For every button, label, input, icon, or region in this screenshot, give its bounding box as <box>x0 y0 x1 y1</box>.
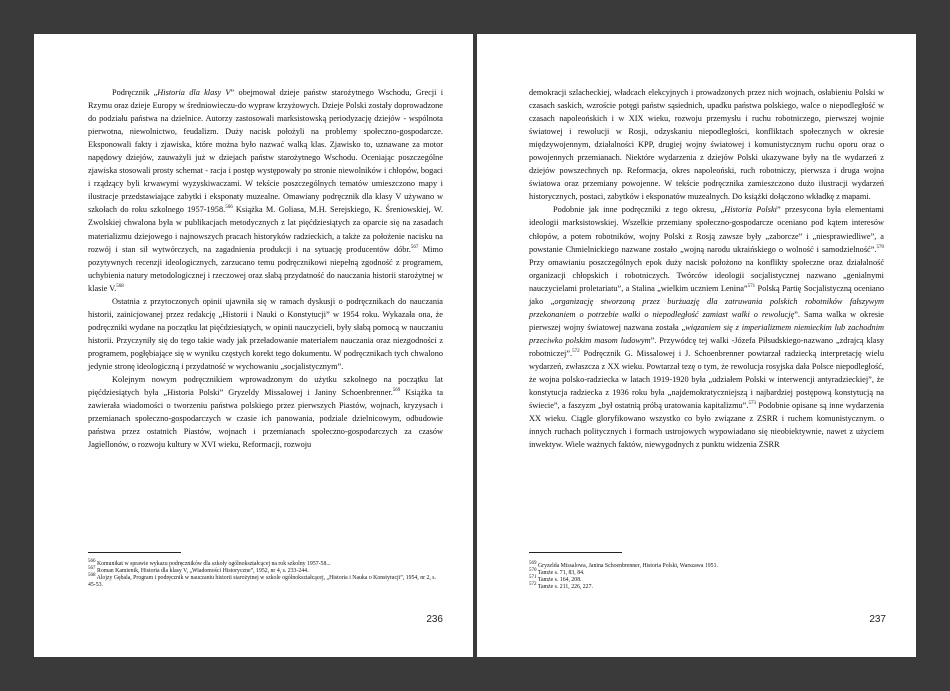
page-number: 237 <box>869 614 886 625</box>
left-page-body <box>88 86 443 451</box>
paragraph <box>88 86 443 295</box>
footnote-reference: 568 <box>116 283 124 289</box>
footnote-text: Tamże s. 71, 83, 84. <box>536 569 585 576</box>
text-run: ” obejmował dzieje państw starożytnego Wschodu, Grecji i Rzymu oraz dzieje Europy w średniowieczu-do wypraw krzyżowych. Dzieje Polski zostały doprowadzone do podziału państwa na dzielnice. Autorzy zastosowali marksistowską periodyzację dziejów - wspólnota pierwotna, niewolnictwo, feudalizm. Duży nacisk położyli na problemy społeczno-gospodarcze. Eksponowali fakty i zjawiska, które można było nazwać walką klas. Zjawisko to, uznawane za motor napędowy dziejów, zauważyli już w dziejach państw starożytnego Wschodu. Oceniając poszczególne zjawiska stosowali prosty schemat - racja i postęp występowały po stronie niewolników i chłopów, bogaci i rządzący byli krwawymi wyzyskiwaczami. W tekście poszczególnych tematów umieszczono mapy i ilustracje przedstawiające zabytki i eksponaty muzealne. Omawiany podręcznik dla klasy V używano w szkołach do roku szkolnego 1957-1958. <box>88 88 443 215</box>
footnote-number: 570 <box>529 567 537 573</box>
paragraph <box>529 86 884 203</box>
text-run: ”. Sama walka w okresie pierwszej wojny światowej nazwana została „ <box>529 309 884 332</box>
text-run: Podręcznik „ <box>112 88 158 97</box>
footnote-text: Tamże s. 211, 226, 227. <box>536 583 593 590</box>
footnote-text: Gryzelda Missalowa, Janina Schoenbrenner, Historia Polski, Warszawa 1951. <box>536 563 718 569</box>
footnote <box>88 565 443 575</box>
text-run: demokracji szlacheckiej, władcach elekcyjnych i prowadzonych przez nich wojnach, osłabieniu Polski w czasach saskich, wzroście potęgi państw sąsiednich, upadku państwa polskiego, walce o niepodległość w czasach napoleońskich i w XIX wieku, rozwoju przemysłu i ruchu robotniczego, pierwszej wojnie światowej i rewolucji w Rosji, odzyskaniu niepodległości, konfliktach społecznych w okresie międzywojennym, działalności KPP, drugiej wojny światowej i komunistycznym ruchu oporu oraz o powojennych przemianach. Niektóre wydarzenia z dziejów Polski ukazywane były na tle wydarzeń z dziejów powszechnych np. Reformacja, okres napoleoński, ruch robotniczy, pierwsza i druga wojna światowa oraz przemiany powojenne. W tekście podręcznika zamieszczono dużo ilustracji wydarzeń historycznych, postaci, zabytków i eksponatów muzealnych. Do książki dołączono wkładkę z mapami. <box>529 88 884 202</box>
footnote-number: 567 <box>88 565 96 571</box>
italic-text: organizację stworzoną przez burżuazję dla zatruwania polskich robotników fałszywym przekonaniem o potrzebie walki o niepodległość zamiast walki o rewolucję <box>529 296 884 319</box>
footnote-text: Komunikat w sprawie wykazu podręczników dla szkoły ogólnokształcącej na rok szkolny 1957-58... <box>95 561 331 567</box>
italic-text: Historia dla klasy V <box>157 88 231 97</box>
paragraph <box>88 295 443 373</box>
text-run: Podobnie jak inne podręczniki z tego okresu, „ <box>553 205 725 215</box>
footnote <box>88 572 443 589</box>
footnote <box>529 574 886 584</box>
left-page <box>34 34 473 657</box>
text-run: Ostatnia z przytoczonych opinii ujawniła się w ramach dyskusji o podręcznikach do nauczania historii, zainicjowanej przez redakcję „Historii i Nauki o Konstytucji” w 1954 roku. Wykazała ona, że podręczniki wydane na początku lat pięćdziesiątych, w opinii nauczycieli, były słabą pomocą w nauczaniu historii. Przyczyniły się do tego takie wady jak przeładowanie materiałem nauczania oraz niezgodności z programem, pogłębiające się w wyniku częstych korekt tego dokumentu. W podręcznikach tych chwalono jedynie stronę ideologiczną i przydatność w wychowaniu „socjalistycznym”. <box>88 296 443 371</box>
footnote-separator <box>88 552 181 553</box>
text-run: Mimo pozytywnych recenzji ideologicznych, zarzucano temu podręcznikowi niepełną zgodność z programem, uchybienia natury metodologicznej i rzeczowej oraz słabą przydatność do nauczania historii starożytnej w klasie V. <box>88 244 443 293</box>
footnote <box>529 567 886 577</box>
right-page <box>477 34 916 657</box>
text-run: Książka ta zawierała wiadomości o tworzeniu państwa polskiego przez pierwszych Piastów, wojnach, kryzysach i przemianach społeczno-gospodarczych w czasie ich panowania, podziale dzielnicowym, odbudowie państwa przez ostatnich Piastów, wojnach i przemianach społeczno-gospodarczych za czasów Jagiellonów, o rozwoju kultury w XVI wieku, Reformacji, rozwoju <box>88 388 443 450</box>
footnote-reference: 572 <box>572 349 580 355</box>
footnote-reference: 567 <box>410 244 419 250</box>
footnote-number: 572 <box>529 581 537 587</box>
text-run: Podobnie opisane są inne wydarzenia XX wieku. Ciągle gloryfikowano wszystko co było związane z ZSRR i ruchem komunistycznym. o innych ruchach politycznych i formach ustrojowych wypowiadano się nieobiektywnie, nawet z użyciem inwektyw. Wiele ważnych faktów, niewygodnych z punktu widzenia ZSRR <box>529 401 884 450</box>
right-page-footnotes <box>529 563 886 591</box>
footnote-separator <box>529 552 622 553</box>
paragraph <box>529 203 884 451</box>
footnote <box>529 563 886 570</box>
footnote-text: Alojzy Gębala, Program i podręcznik w nauczaniu historii starożytnej w szkole ogólnokształcącej, „Historia i Nauka o Konstytucji”, 1954, nr 2, s. 45-53. <box>88 574 436 588</box>
footnote-number: 568 <box>88 572 96 578</box>
left-page-footnotes <box>88 561 443 589</box>
text-run: Przy omawianiu poszczególnych epok duży nacisk położono na konflikty społeczne oraz działalność organizacji chłopskich i robotniczych. Twórców ideologii socjalistycznej nazwano „genialnymi nauczycielami proletariatu”, a Stalina „wielkim uczniem Lenina” <box>529 257 884 293</box>
footnote-text: Roman Kamienik, Historia dla klasy V, „Wiadomości Historyczne”, 1952, nr 4, s. 233-244. <box>95 567 309 574</box>
footnote-number: 566 <box>88 559 96 565</box>
footnote-reference: 566 <box>225 205 233 211</box>
footnote-reference: 571 <box>747 283 756 289</box>
footnote-reference: 570 <box>876 244 884 250</box>
footnote-text: Tamże s. 164, 208. <box>536 576 582 583</box>
footnote-number: 571 <box>529 574 537 580</box>
footnote-reference: 569 <box>392 388 401 394</box>
italic-text: Historia Polski <box>724 205 777 215</box>
page-number: 236 <box>426 614 443 625</box>
text-run: Podręcznik G. Missalowej i J. Schoenbrenner powtarzał radziecką interpretację wielu wydarzeń, zwłaszcza z XX wieku. Powtarzał tezę o tym, że rewolucja rosyjska dała Polsce niepodległość, że wojna polsko-radziecka w latach 1919-1920 była „udziałem Polski w interwencji antyradzieckiej”, że konstytucja radziecka z 1936 roku była „najdemokratyczniejszą i najbardziej postępową konstytucją na świecie”, a faszyzm „był ostatnią próbą uratowania kapitalizmu”. <box>529 348 884 411</box>
footnote-number: 569 <box>529 561 537 567</box>
text-run: ” przesycona była elementami ideologii marksistowskiej. Wszelkie przemiany społeczno-gospodarcze oceniano pod kątem interesów chłopów, a potem robotników, wojny Polski z Rosją zawsze były „zaborcze” i „niesprawiedliwe”, a powstanie Chmielnickiego nazwane zostało „wojną narodu ukraińskiego o wolność i samodzielność”. <box>529 205 884 254</box>
right-page-body <box>529 86 884 451</box>
paragraph <box>88 373 443 451</box>
text-run: ”. Przywódcę tej walki -Józefa Piłsudskiego-nazwano „zdrajcą klasy robotniczej”. <box>529 335 884 358</box>
footnote-reference: 573 <box>748 401 756 407</box>
footnote <box>529 581 886 591</box>
text-run: Polską Partię Socjalistyczną oceniano jako „ <box>529 283 884 306</box>
text-run: Książka M. Goliasa, M.H. Serejskiego, K. Śreniowskiej, W. Zwolskiej chwalona była w publikacjach metodycznych z lat pięćdziesiątych za oparcie się na zasadach materializmu dziejowego i najnowszych pracach historyków radzieckich, a także za położenie nacisku na rozwój i stan sił wytwórczych, na zagadnienia produkcji i na sytuację producentów dóbr. <box>88 205 443 254</box>
italic-text: wiązaniem się z imperializmem niemieckim lub zachodnim przeciwko polskim masom ludowym <box>529 322 885 345</box>
footnote <box>88 561 443 568</box>
text-run: Kolejnym nowym podręcznikiem wprowadzonym do użytku szkolnego na początku lat pięćdziesiątych była „Historia Polski” Gryzeldy Missalowej i Janiny Schoenbrenner. <box>88 375 443 398</box>
